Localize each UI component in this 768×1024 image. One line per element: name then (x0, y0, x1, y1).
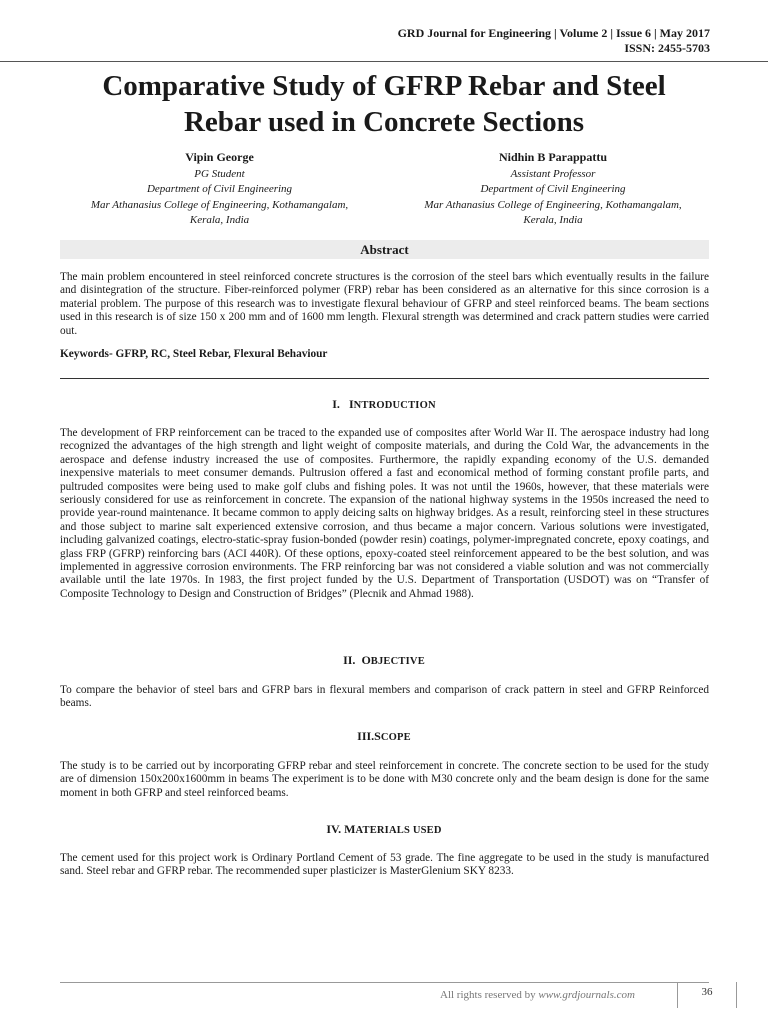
author-role: Assistant Professor (510, 167, 596, 180)
section-text-objective: To compare the behavior of steel bars and GFRP bars in flexural members and comparison of crack pattern in steel and GFRP Reinforced beams. (60, 684, 709, 710)
paper-title (40, 68, 728, 140)
section-number: III. (357, 729, 375, 743)
page-number: 36 (677, 982, 737, 1008)
author-role: PG Student (194, 167, 245, 180)
author-location: Kerala, India (189, 214, 250, 226)
author-2 (390, 150, 716, 229)
section-title-rest: COPE (380, 732, 411, 743)
section-text-introduction: The development of FRP reinforcement can be traced to the expanded use of composites after World War II. The aerospace industry had long recognized the advantages of the high strength and light weight of composite materials, and during the Cold War, the advancements in the aerospace and defense industry increased the use of composites. Furthermore, the rapidly expanding economy of the U.S. demanded inexpensive materials to meet consumer demands. Pultrusion offered a fast and economical method of forming constant profile parts, and pultruded composites were being used to make golf clubs and fishing poles. It was not until the 1960s, however, that these materials were seriously considered for use as reinforcement in concrete. The expansion of the national highway systems in the 1950s increased the need to provide year-round maintenance. It became common to apply deicing salts on highway bridges. As a result, reinforcing steel in these structures and those subject to marine salt experienced extensive corrosion, and thus became a major concern. Various solutions were investigated, including galvanized coatings, electro-static-spray fusion-bonded (powder resin) coatings, polymer-impregnated concrete, epoxy coatings, and glass FRP (GFRP) reinforcing bars (ACI 440R). Of these options, epoxy-coated steel reinforcement appeared to be the best solution, and was implemented in aggressive corrosion environments. The FRP reinforcing bar was not considered a viable solution and was not commercially available until the late 1970s. In 1983, the first project funded by the U.S. Department of Transportation (USDOT) was on “Transfer of Composite Technology to Design and Construction of Bridges” (Plecnik and Ahmad 1988). (60, 427, 709, 600)
keywords: Keywords- GFRP, RC, Steel Rebar, Flexural Behaviour (60, 348, 328, 360)
title-line-2: Rebar used in Concrete Sections (183, 106, 585, 138)
section-number: IV. (326, 822, 342, 836)
section-heading-objective (0, 653, 768, 668)
header-rule (0, 61, 768, 62)
author-name: Vipin George (185, 150, 254, 164)
footer-rights (440, 989, 635, 1001)
section-title-initial: O (361, 653, 371, 667)
author-affiliation: Mar Athanasius College of Engineering, Kothamangalam, (90, 198, 349, 211)
title-line-1: Comparative Study of GFRP Rebar and Steel (102, 70, 666, 102)
abstract-text: The main problem encountered in steel reinforced concrete structures is the corrosion of the steel bars which eventually results in the failure and disintegration of the structure. Fiber-reinforced polymer (FRP) rebar has been considered as an alternative for this since corrosion is a material problem. The purpose of this research was to investigate flexural behaviour of GFRP and steel reinforced beams. The beam sections used in this research is of size 150 x 200 mm and of 1600 mm length. Flexural strength was determined and crack pattern studies were carried out. (60, 271, 709, 337)
section-title-initial: M (344, 822, 356, 836)
section-text-materials: The cement used for this project work is Ordinary Portland Cement of 53 grade. The fine aggregate to be used in the study is manufactured sand. Steel rebar and GFRP rebar. The recommended super plasticizer is MasterGlenium SKY 8233. (60, 852, 709, 878)
author-department: Department of Civil Engineering (480, 183, 626, 195)
section-text-scope: The study is to be carried out by incorporating GFRP rebar and steel reinforcement in concrete. The concrete section to be used for the study are of dimension 150x200x1600mm in beams The experiment is to be done with M30 concrete only and the beam design is done for the same moment in both GFRP and steel reinforced beams. (60, 760, 709, 799)
section-title-initial: S (374, 729, 381, 743)
section-number: I. (332, 397, 340, 411)
author-1 (62, 150, 377, 229)
section-title-rest: BJECTIVE (370, 656, 425, 667)
abstract-heading: Abstract (60, 240, 709, 259)
section-heading-scope (0, 729, 768, 744)
section-heading-materials (0, 822, 768, 837)
author-name: Nidhin B Parappattu (498, 150, 608, 164)
author-location: Kerala, India (523, 214, 583, 226)
section-title-initial: I (348, 397, 354, 411)
abstract-rule (60, 378, 709, 379)
journal-line: GRD Journal for Engineering | Volume 2 | Issue 6 | May 2017 (397, 26, 710, 40)
section-title-rest: NTRODUCTION (353, 400, 436, 411)
section-title-rest: ATERIALS USED (355, 825, 442, 836)
footer-rule (60, 982, 709, 983)
author-department: Department of Civil Engineering (146, 183, 293, 195)
issn: ISSN: 2455-5703 (624, 41, 710, 55)
section-heading-introduction (0, 397, 768, 412)
footer-website-link[interactable]: www.grdjournals.com (538, 989, 635, 1001)
section-number: II. (343, 653, 356, 667)
journal-header (398, 26, 710, 56)
footer-rights-text: All rights reserved by (440, 989, 536, 1001)
author-affiliation: Mar Athanasius College of Engineering, Kothamangalam, (424, 198, 682, 211)
